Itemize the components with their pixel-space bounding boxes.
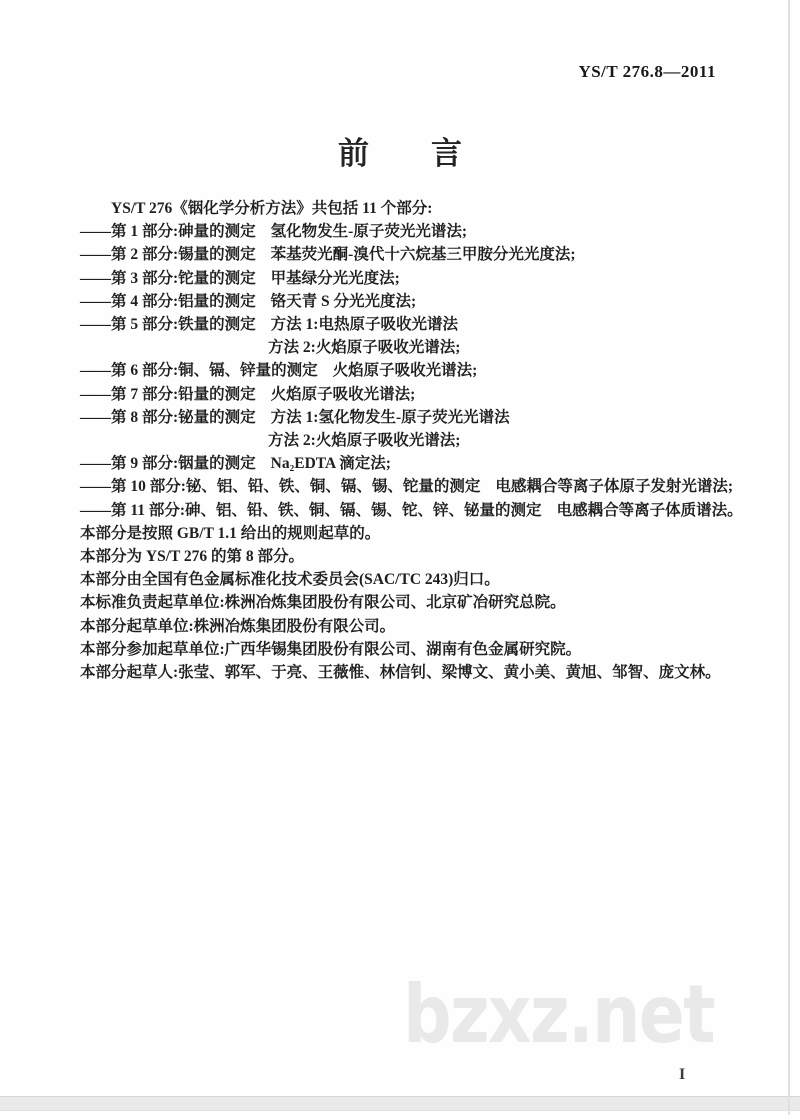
part-item-8 xyxy=(80,406,728,429)
part-method: 方法 1:电热原子吸收光谱法 xyxy=(270,316,458,334)
part-item-2 xyxy=(80,243,728,266)
part-method: 电感耦合等离子体原子发射光谱法; xyxy=(495,478,734,496)
part-item-8-method-2: 方法 2:火焰原子吸收光谱法; xyxy=(268,432,461,450)
part-label: ——第 7 部分:铅量的测定 xyxy=(80,385,256,403)
page-title: 前 言 xyxy=(338,136,462,171)
part-method: 火焰原子吸收光谱法; xyxy=(270,385,416,403)
part-item-6 xyxy=(80,359,728,382)
part-method: Na₂EDTA 滴定法; xyxy=(270,455,391,473)
part-method: 氢化物发生-原子荧光光谱法; xyxy=(270,223,467,241)
part-item-11 xyxy=(80,499,743,522)
paragraph-drafters: 本部分起草人:张莹、郭军、于亮、王薇惟、林信钊、梁博文、黄小美、黄旭、邹智、庞文林。 xyxy=(80,664,721,682)
part-method: 火焰原子吸收光谱法; xyxy=(332,362,478,380)
paragraph-committee: 本部分由全国有色金属标准化技术委员会(SAC/TC 243)归口。 xyxy=(80,571,500,589)
part-method: 方法 1:氢化物发生-原子荧光光谱法 xyxy=(270,408,510,426)
part-label: ——第 1 部分:砷量的测定 xyxy=(80,223,256,241)
foreword-body xyxy=(80,197,743,684)
part-item-5-method-2: 方法 2:火焰原子吸收光谱法; xyxy=(268,339,461,357)
part-item-3 xyxy=(80,267,728,290)
part-item-5 xyxy=(80,313,728,336)
page-number: I xyxy=(679,1066,686,1083)
part-method: 苯基荧光酮-溴代十六烷基三甲胺分光光度法; xyxy=(270,246,576,264)
part-label: ——第 6 部分:铜、镉、锌量的测定 xyxy=(80,362,318,380)
part-item-7 xyxy=(80,383,728,406)
part-method: 甲基绿分光光度法; xyxy=(270,269,400,287)
standard-number: YS/T 276.8—2011 xyxy=(578,62,716,81)
paragraph-responsible-units: 本标准负责起草单位:株洲冶炼集团股份有限公司、北京矿冶研究总院。 xyxy=(80,594,566,612)
scan-edge-right xyxy=(788,0,790,1115)
part-method: 电感耦合等离子体质谱法。 xyxy=(556,501,743,519)
part-label: ——第 2 部分:锡量的测定 xyxy=(80,246,256,264)
part-method: 铬天青 S 分光光度法; xyxy=(270,292,417,310)
scan-edge-bottom xyxy=(0,1096,800,1111)
part-label: ——第 5 部分:铁量的测定 xyxy=(80,316,256,334)
part-item-4 xyxy=(80,290,728,313)
part-label: ——第 9 部分:铟量的测定 xyxy=(80,455,256,473)
paragraph-drafting-rules: 本部分是按照 GB/T 1.1 给出的规则起草的。 xyxy=(80,524,381,542)
paragraph-drafting-unit: 本部分起草单位:株洲冶炼集团股份有限公司。 xyxy=(80,617,396,635)
intro-paragraph: YS/T 276《铟化学分析方法》共包括 11 个部分: xyxy=(111,200,433,217)
part-label: ——第 8 部分:铋量的测定 xyxy=(80,408,256,426)
part-item-10 xyxy=(80,475,734,498)
watermark: bzxz.net xyxy=(403,968,714,1061)
part-label: ——第 4 部分:铝量的测定 xyxy=(80,292,256,310)
part-label: ——第 3 部分:铊量的测定 xyxy=(80,269,256,287)
part-item-1 xyxy=(80,220,728,243)
paragraph-part-number: 本部分为 YS/T 276 的第 8 部分。 xyxy=(80,548,305,566)
part-label: ——第 11 部分:砷、铝、铅、铁、铜、镉、锡、铊、锌、铋量的测定 xyxy=(80,501,542,519)
part-item-9 xyxy=(80,452,728,475)
part-label: ——第 10 部分:铋、铝、铅、铁、铜、镉、锡、铊量的测定 xyxy=(80,478,481,496)
paragraph-participating-units: 本部分参加起草单位:广西华锡集团股份有限公司、湖南有色金属研究院。 xyxy=(80,640,582,658)
